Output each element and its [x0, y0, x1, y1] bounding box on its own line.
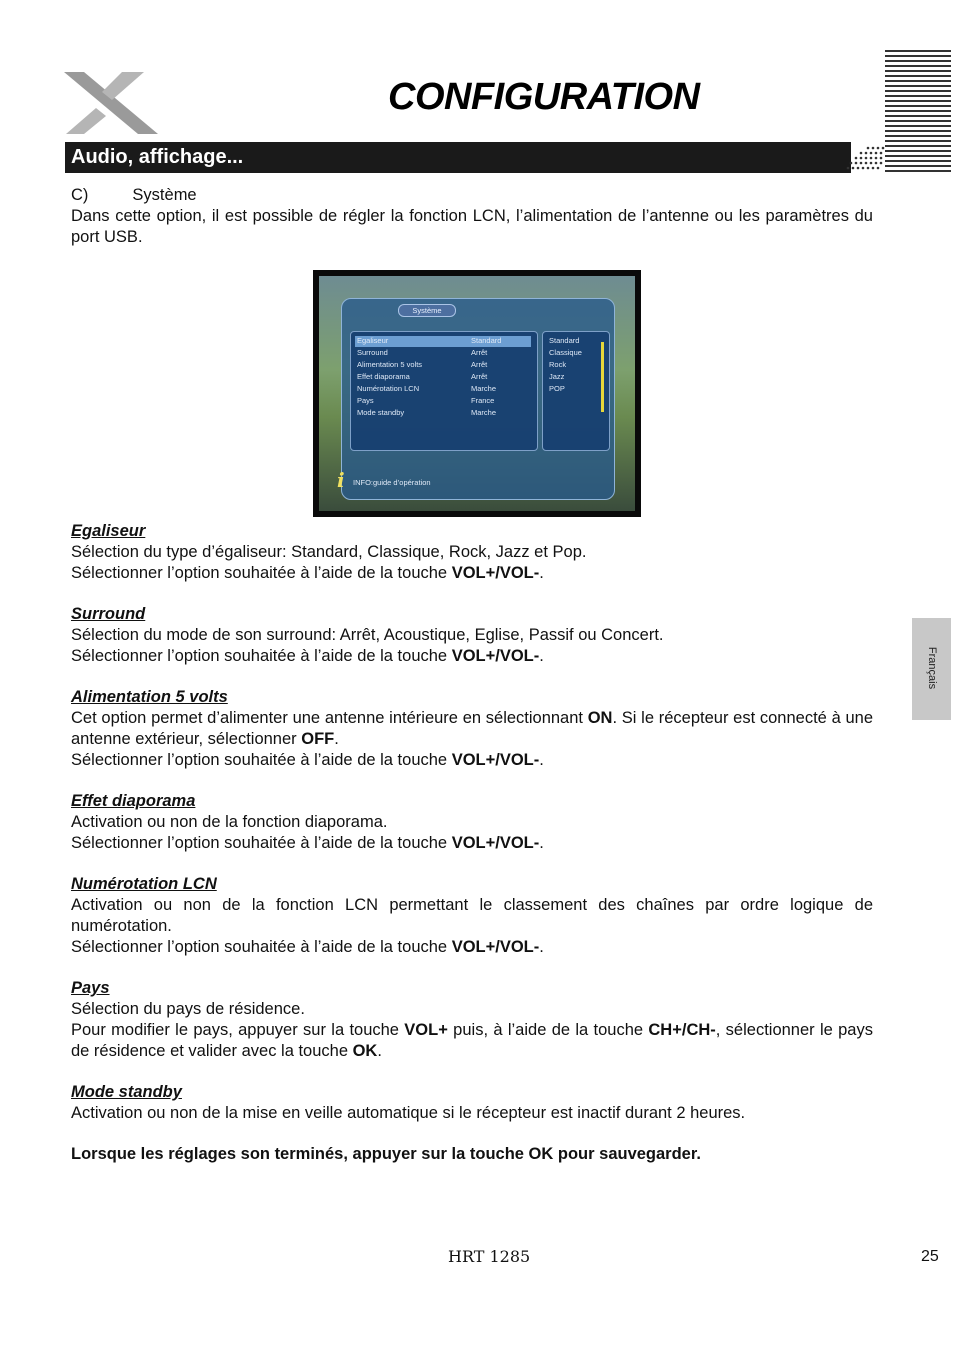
section-slideshow-title: Effet diaporama: [71, 792, 196, 810]
body-text: [71, 521, 873, 1165]
page-title: CONFIGURATION: [388, 76, 700, 118]
section-title: Audio, affichage...: [71, 146, 244, 168]
osd-row-key: Pays: [357, 396, 374, 405]
osd-row-key: Surround: [357, 348, 388, 357]
osd-screenshot: [313, 270, 641, 517]
punctuation: .: [539, 564, 544, 582]
intro-heading-line: [71, 185, 873, 206]
language-tab-label: Français: [926, 646, 938, 690]
info-icon: i: [337, 468, 345, 492]
section-country-title: Pays: [71, 979, 110, 997]
section-surround-line2: [71, 646, 873, 667]
section-lcn-title: Numérotation LCN: [71, 875, 217, 893]
section-egaliseur-title: Egaliseur: [71, 522, 146, 540]
key-name: VOL+/VOL-: [451, 751, 540, 769]
key-name: OFF: [301, 730, 335, 748]
osd-row-value: France: [471, 396, 495, 405]
instruction-text: Sélectionner l’option souhaitée à l’aide de la touche: [71, 564, 452, 582]
key-name: VOL+/VOL-: [451, 938, 540, 956]
decorative-dots: [842, 142, 886, 173]
body-text-part: . Si le récepteur est connecté à une antenne extérieur, sélectionner: [71, 709, 873, 748]
instruction-text: Sélectionner l’option souhaitée à l’aide de la touche: [71, 647, 452, 665]
osd-option: Classique: [549, 348, 582, 357]
osd-row-key: Egaliseur: [357, 336, 389, 345]
section-country-line2: [71, 1020, 873, 1062]
brand-logo: [62, 70, 162, 136]
language-tab: [912, 618, 951, 720]
osd-row: [355, 408, 531, 419]
page-number: 25: [921, 1248, 939, 1265]
osd-row-key: Effet diaporama: [357, 372, 410, 381]
osd-row-value: Marche: [471, 408, 497, 417]
section-lcn-line2: [71, 937, 873, 958]
osd-row-value: Arrêt: [471, 372, 488, 381]
osd-row-key: Numérotation LCN: [357, 384, 420, 393]
key-name: VOL+: [404, 1021, 448, 1039]
osd-option: Standard: [549, 336, 580, 345]
osd-row: [355, 372, 531, 383]
osd-row: [355, 396, 531, 407]
body-text-part: Pour modifier le pays, appuyer sur la touche: [71, 1021, 405, 1039]
section-slideshow-line1: Activation ou non de la fonction diaporama.: [71, 813, 388, 831]
osd-option: Jazz: [549, 372, 565, 381]
section-surround-title: Surround: [71, 605, 146, 623]
osd-screenshot-background: [319, 276, 635, 511]
osd-row: [355, 360, 531, 371]
section-country-line1: Sélection du pays de résidence.: [71, 1000, 305, 1018]
footer-model: HRT 1285: [448, 1247, 531, 1266]
osd-row-value: Arrêt: [471, 348, 488, 357]
key-name: VOL+/VOL-: [451, 834, 540, 852]
section-egaliseur-line2: [71, 563, 873, 584]
section-lcn-line1: Activation ou non de la fonction LCN permettant le classement des chaînes par ordre logique de numérotation.: [71, 896, 873, 935]
body-text-part: puis, à l’aide de la touche: [447, 1021, 649, 1039]
key-name: VOL+/VOL-: [451, 564, 540, 582]
osd-row-value: Standard: [471, 336, 502, 345]
osd-settings-list: [350, 331, 538, 451]
section-power-line2: [71, 750, 873, 771]
instruction-text: Sélectionner l’option souhaitée à l’aide de la touche: [71, 834, 452, 852]
osd-menu-title: Système: [398, 304, 456, 317]
punctuation: .: [539, 834, 544, 852]
osd-options-list: [542, 331, 610, 451]
body-text-part: Cet option permet d’alimenter une antenne intérieure en sélectionnant: [71, 709, 588, 727]
decorative-stripes: [885, 50, 951, 175]
instruction-text: Sélectionner l’option souhaitée à l’aide de la touche: [71, 938, 452, 956]
punctuation: .: [377, 1042, 382, 1060]
section-slideshow-line2: [71, 833, 873, 854]
punctuation: .: [334, 730, 339, 748]
final-note: Lorsque les réglages son terminés, appuyer sur la touche OK pour sauvegarder.: [71, 1145, 701, 1163]
key-name: VOL+/VOL-: [451, 647, 540, 665]
osd-info-text: INFO:guide d’opération: [353, 478, 431, 487]
key-name: OK: [352, 1042, 378, 1060]
instruction-text: Sélectionner l’option souhaitée à l’aide de la touche: [71, 751, 452, 769]
section-header-bar: [65, 142, 851, 173]
intro-block: [71, 185, 873, 248]
osd-row: [355, 336, 531, 347]
intro-heading: Système: [132, 186, 197, 204]
section-surround-line1: Sélection du mode de son surround: Arrêt, Acoustique, Eglise, Passif ou Concert.: [71, 626, 664, 644]
punctuation: .: [539, 647, 544, 665]
osd-menu-panel: [341, 298, 615, 500]
osd-scrollbar: [601, 342, 604, 412]
section-standby-line1: Activation ou non de la mise en veille automatique si le récepteur est inactif durant 2 heures.: [71, 1104, 746, 1122]
key-name: ON: [587, 709, 613, 727]
osd-row-key: Alimentation 5 volts: [357, 360, 423, 369]
intro-text: Dans cette option, il est possible de régler la fonction LCN, l’alimentation de l’antenne ou les paramètres du port USB.: [71, 207, 873, 246]
punctuation: .: [539, 938, 544, 956]
osd-option: POP: [549, 384, 565, 393]
osd-row-key: Mode standby: [357, 408, 405, 417]
intro-label: C): [71, 186, 89, 204]
section-power-title: Alimentation 5 volts: [71, 688, 228, 706]
key-name: CH+/CH-: [648, 1021, 716, 1039]
section-standby-title: Mode standby: [71, 1083, 182, 1101]
osd-option: Rock: [549, 360, 567, 369]
osd-row: [355, 348, 531, 359]
osd-row-value: Arrêt: [471, 360, 488, 369]
osd-row-value: Marche: [471, 384, 497, 393]
punctuation: .: [539, 751, 544, 769]
body-text-part: , sélectionner le pays de résidence et valider avec la touche: [71, 1021, 873, 1060]
section-egaliseur-line1: Sélection du type d’égaliseur: Standard, Classique, Rock, Jazz et Pop.: [71, 543, 587, 561]
osd-row: [355, 384, 531, 395]
section-power-line1: [71, 708, 873, 750]
